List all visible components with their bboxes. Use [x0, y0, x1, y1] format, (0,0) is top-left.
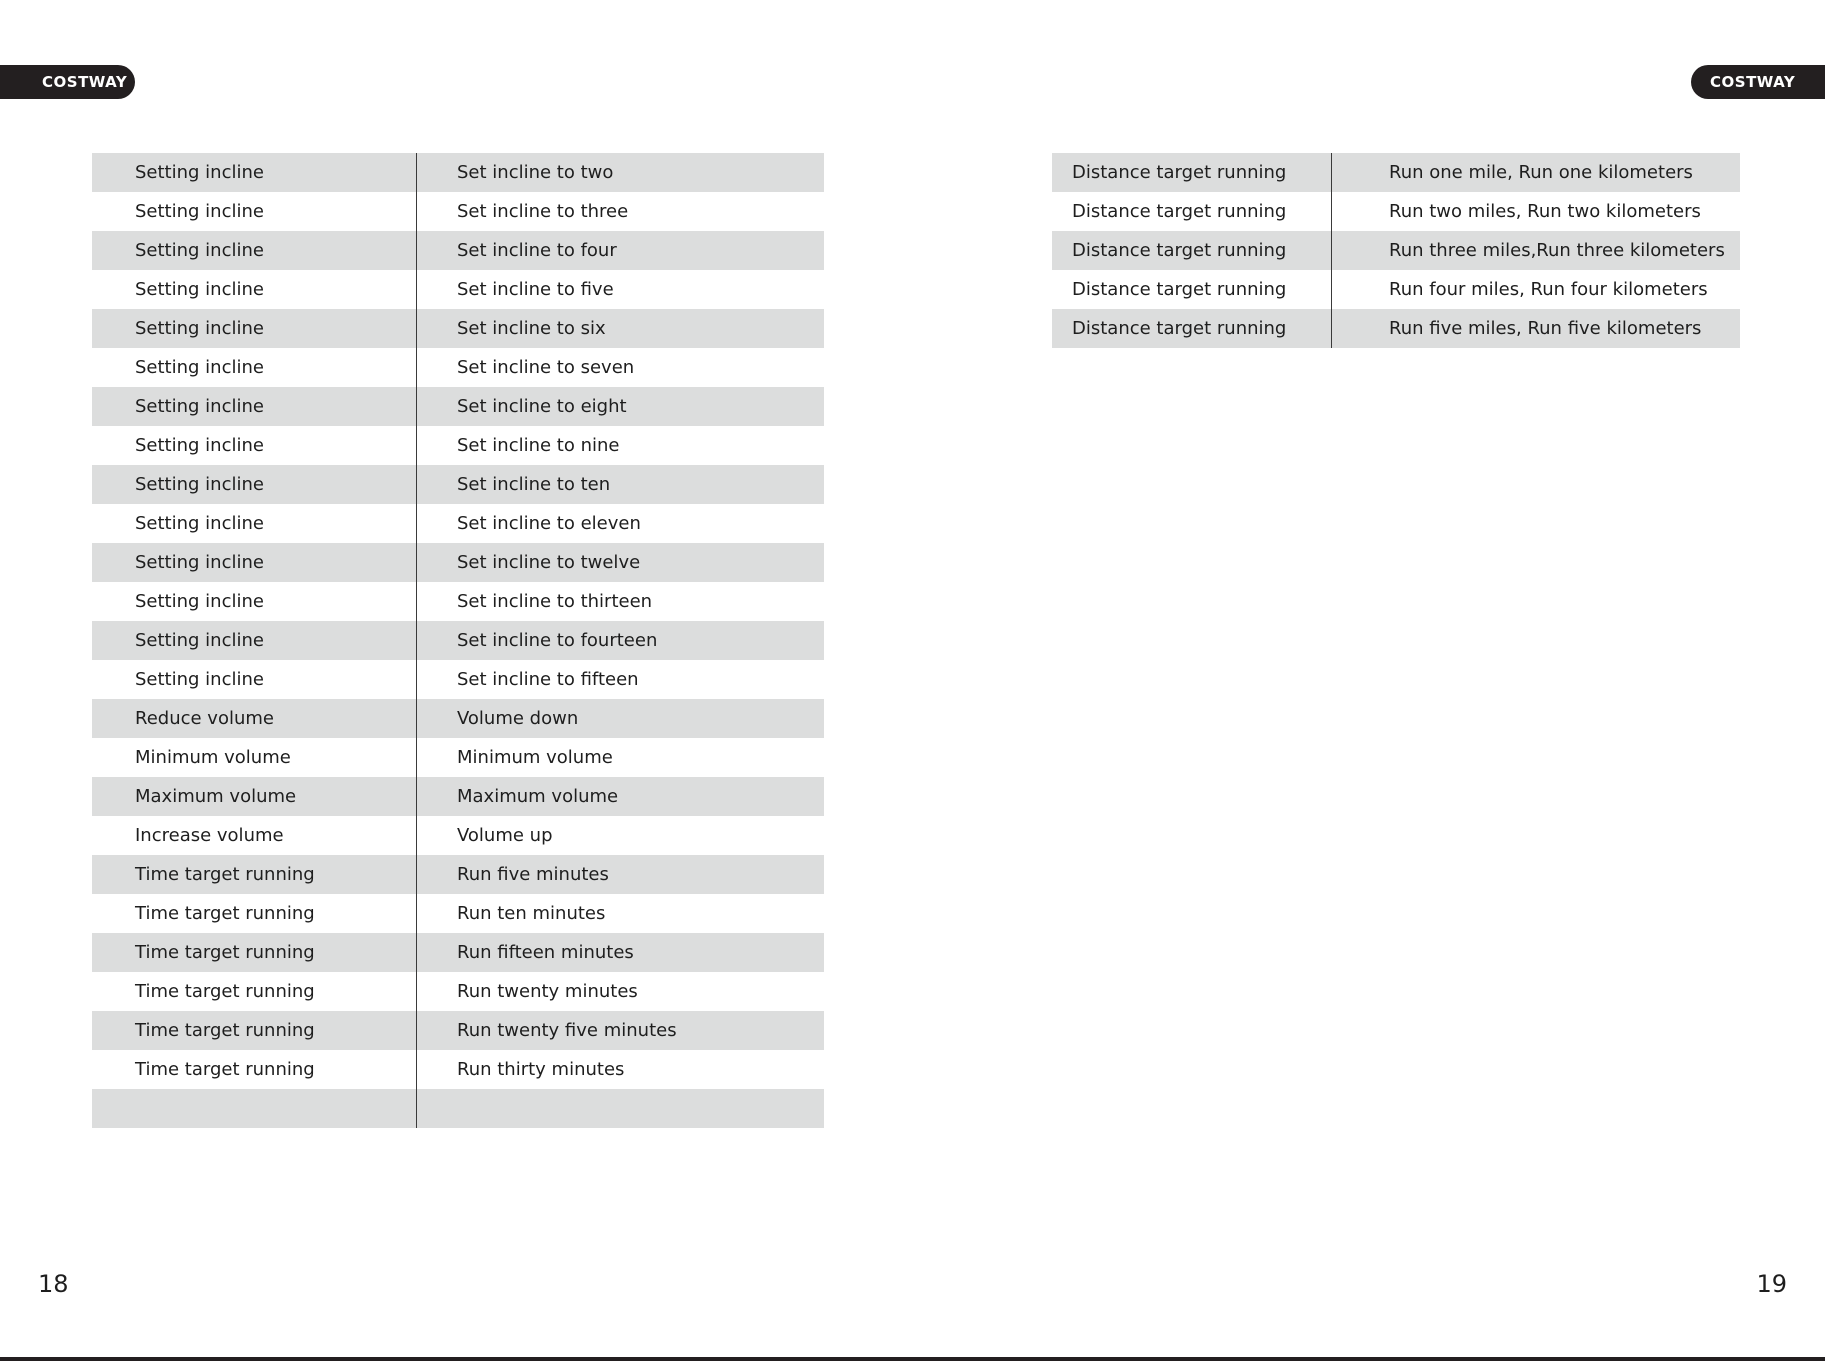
function-cell: Setting incline [92, 153, 417, 192]
voice-command-cell: Volume down [457, 708, 579, 729]
voice-command-cell: Set incline to five [457, 279, 614, 300]
function-cell: Setting incline [92, 270, 417, 309]
table-row [1052, 192, 1740, 231]
voice-command-cell: Run thirty minutes [457, 1059, 625, 1080]
voice-command-cell: Set incline to ten [457, 474, 611, 495]
table-row [92, 621, 824, 660]
function-cell: Setting incline [92, 231, 417, 270]
function-cell: Time target running [92, 933, 417, 972]
table-row [92, 738, 824, 777]
function-cell: Time target running [92, 855, 417, 894]
voice-command-cell: Set incline to three [457, 201, 629, 222]
table-row [92, 582, 824, 621]
table-row [92, 777, 824, 816]
function-cell: Minimum volume [92, 738, 417, 777]
function-cell: Setting incline [92, 660, 417, 699]
voice-command-cell: Set incline to fourteen [457, 630, 658, 651]
function-cell: Setting incline [92, 543, 417, 582]
function-cell: Setting incline [92, 387, 417, 426]
voice-command-cell: Run two miles, Run two kilometers [1389, 201, 1701, 222]
voice-command-cell: Set incline to nine [457, 435, 620, 456]
table-row [92, 192, 824, 231]
voice-command-cell: Set incline to thirteen [457, 591, 653, 612]
bottom-rule [0, 1357, 1825, 1361]
voice-command-cell: Run one mile, Run one kilometers [1389, 162, 1693, 183]
function-cell: Distance target running [1052, 270, 1332, 309]
voice-command-table-right [1052, 153, 1740, 348]
function-cell: Setting incline [92, 309, 417, 348]
function-cell: Setting incline [92, 621, 417, 660]
table-row [92, 465, 824, 504]
table-row [92, 855, 824, 894]
table-row [92, 699, 824, 738]
function-cell: Maximum volume [92, 777, 417, 816]
voice-command-cell: Set incline to six [457, 318, 606, 339]
voice-command-cell: Set incline to seven [457, 357, 635, 378]
page-number-right: 19 [1756, 1270, 1787, 1298]
function-cell: Time target running [92, 972, 417, 1011]
table-row [92, 1050, 824, 1089]
voice-command-cell: Set incline to eleven [457, 513, 641, 534]
voice-command-cell: Run fifteen minutes [457, 942, 634, 963]
table-row [92, 1089, 824, 1128]
function-cell: Setting incline [92, 582, 417, 621]
table-row [92, 660, 824, 699]
voice-command-cell: Run four miles, Run four kilometers [1389, 279, 1708, 300]
voice-command-cell: Maximum volume [457, 786, 619, 807]
table-row [92, 270, 824, 309]
table-row [92, 894, 824, 933]
table-row [92, 387, 824, 426]
function-cell: Setting incline [92, 465, 417, 504]
brand-logo-right: COSTWAY [1691, 65, 1825, 99]
function-cell: Reduce volume [92, 699, 417, 738]
table-row [92, 153, 824, 192]
table-row [92, 1011, 824, 1050]
voice-command-cell [417, 1089, 824, 1128]
function-cell [92, 1089, 417, 1128]
table-row [92, 816, 824, 855]
table-row [92, 543, 824, 582]
voice-command-cell: Set incline to twelve [457, 552, 641, 573]
page-number-left: 18 [38, 1270, 69, 1298]
table-row [1052, 153, 1740, 192]
voice-command-cell: Run five minutes [457, 864, 609, 885]
table-row [92, 426, 824, 465]
function-cell: Distance target running [1052, 231, 1332, 270]
voice-command-cell: Minimum volume [457, 747, 613, 768]
table-row [92, 933, 824, 972]
function-cell: Increase volume [92, 816, 417, 855]
voice-command-cell: Set incline to eight [457, 396, 627, 417]
function-cell: Time target running [92, 1011, 417, 1050]
voice-command-cell: Set incline to fifteen [457, 669, 639, 690]
voice-command-cell: Run five miles, Run five kilometers [1389, 318, 1702, 339]
table-row [92, 348, 824, 387]
voice-command-cell: Run twenty minutes [457, 981, 638, 1002]
voice-command-table-left [92, 153, 824, 1128]
function-cell: Setting incline [92, 348, 417, 387]
function-cell: Setting incline [92, 192, 417, 231]
table-row [92, 231, 824, 270]
table-row [1052, 309, 1740, 348]
table-row [92, 504, 824, 543]
table-row [92, 309, 824, 348]
function-cell: Distance target running [1052, 309, 1332, 348]
function-cell: Setting incline [92, 504, 417, 543]
function-cell: Setting incline [92, 426, 417, 465]
voice-command-cell: Volume up [457, 825, 553, 846]
brand-logo-left: COSTWAY [0, 65, 135, 99]
function-cell: Time target running [92, 1050, 417, 1089]
voice-command-cell: Set incline to four [457, 240, 617, 261]
function-cell: Distance target running [1052, 153, 1332, 192]
table-row [1052, 270, 1740, 309]
table-row [1052, 231, 1740, 270]
table-row [92, 972, 824, 1011]
voice-command-cell: Set incline to two [457, 162, 614, 183]
voice-command-cell: Run twenty five minutes [457, 1020, 677, 1041]
voice-command-cell: Run ten minutes [457, 903, 606, 924]
function-cell: Distance target running [1052, 192, 1332, 231]
voice-command-cell: Run three miles,Run three kilometers [1389, 240, 1725, 261]
function-cell: Time target running [92, 894, 417, 933]
